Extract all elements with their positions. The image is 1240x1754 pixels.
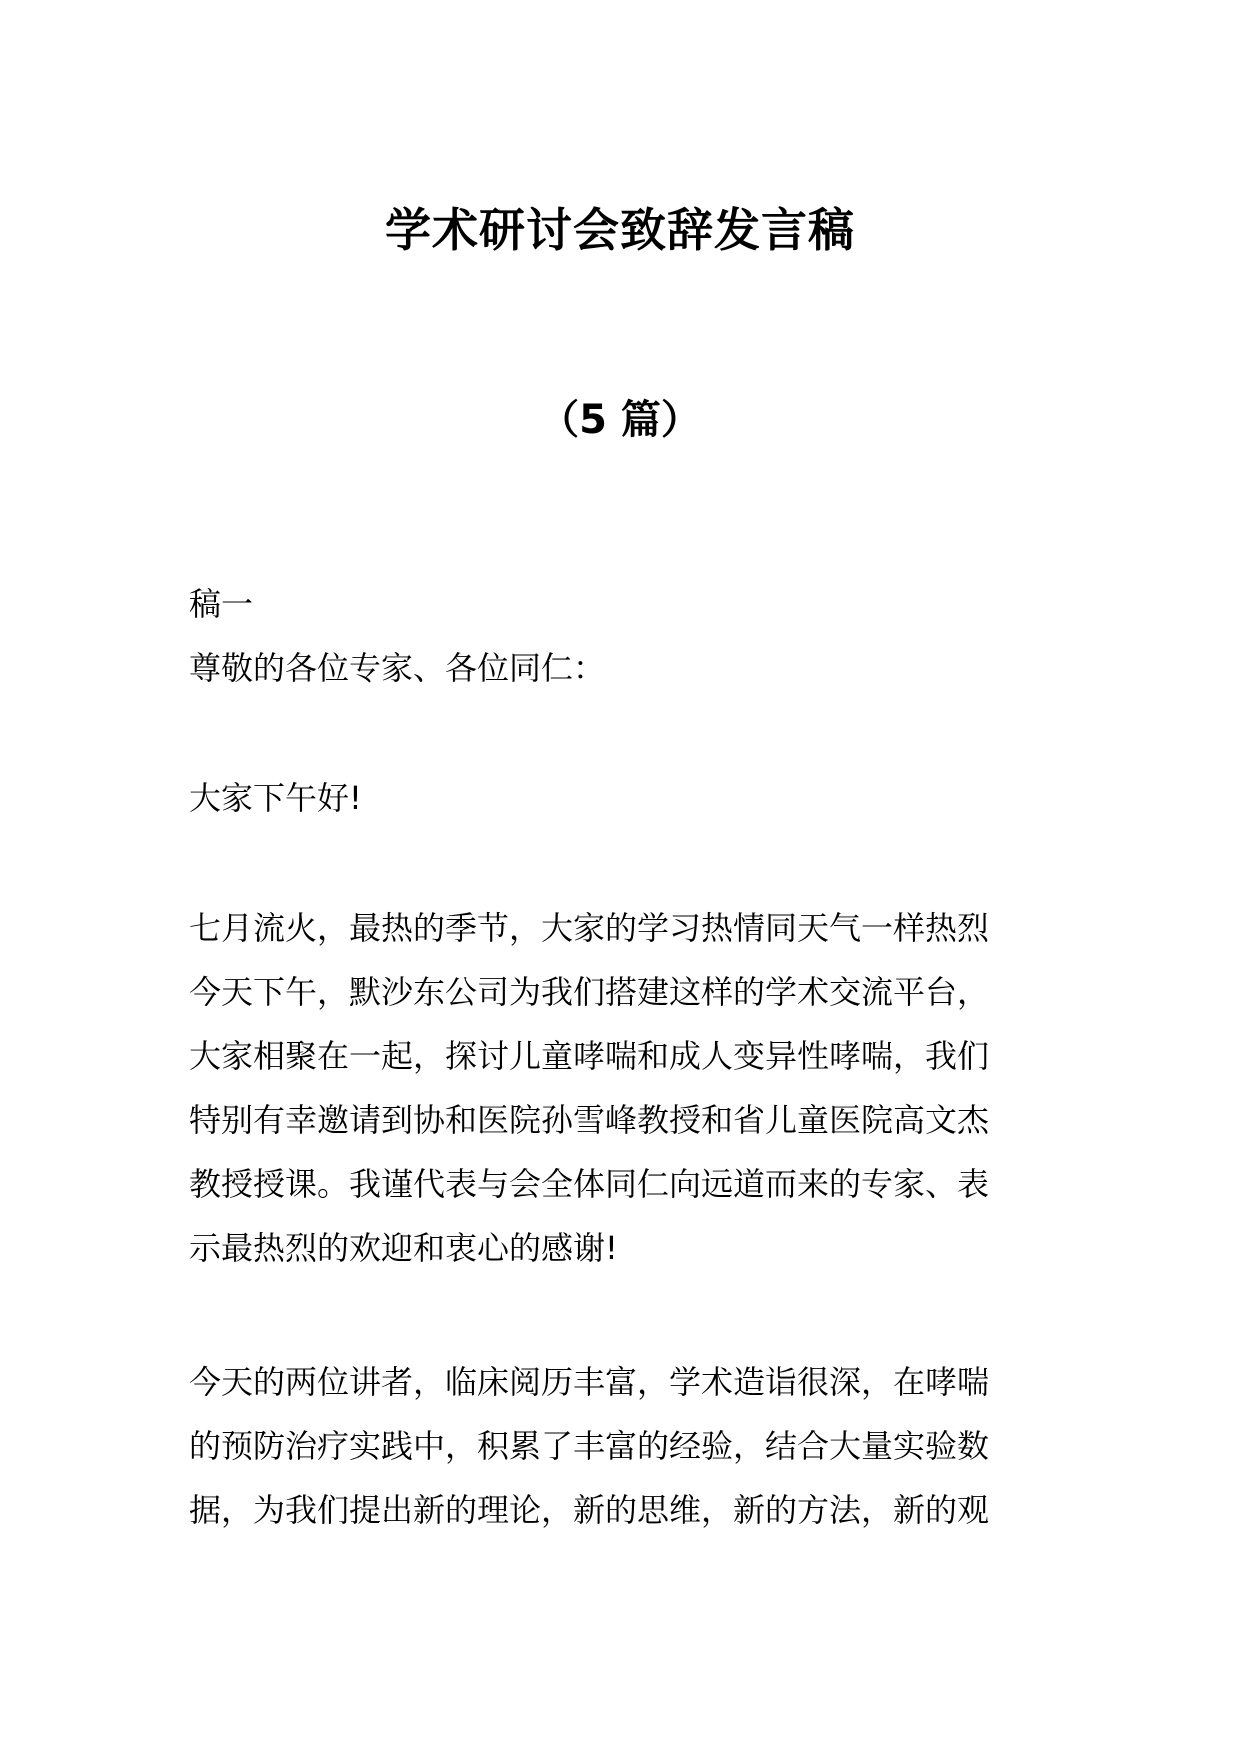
paragraph-line: 的预防治疗实践中，积累了丰富的经验，结合大量实验数	[189, 1427, 990, 1465]
salutation: 尊敬的各位专家、各位同仁：	[189, 649, 606, 687]
section-label: 稿一	[189, 585, 254, 623]
paragraph-2	[189, 1350, 1059, 1542]
document-subtitle: （5 篇）	[539, 397, 701, 443]
paragraph-line: 特别有幸邀请到协和医院孙雪峰教授和省儿童医院高文杰	[189, 1101, 990, 1139]
paragraph-line: 今天的两位讲者，临床阅历丰富，学术造诣很深，在哮喘	[189, 1363, 990, 1401]
greeting: 大家下午好!	[189, 779, 362, 817]
paragraph-line: 七月流火，最热的季节，大家的学习热情同天气一样热烈	[189, 909, 990, 947]
paragraph-line: 教授授课。我谨代表与会全体同仁向远道而来的专家、表	[189, 1165, 990, 1203]
paragraph-line: 大家相聚在一起，探讨儿童哮喘和成人变异性哮喘，我们	[189, 1037, 990, 1075]
paragraph-line: 据，为我们提出新的理论，新的思维，新的方法，新的观	[189, 1491, 990, 1529]
paragraph-1	[189, 896, 1059, 1280]
document-title: 学术研讨会致辞发言稿	[385, 203, 855, 257]
paragraph-line: 示最热烈的欢迎和衷心的感谢!	[189, 1229, 618, 1267]
paragraph-line: 今天下午，默沙东公司为我们搭建这样的学术交流平台，	[189, 973, 990, 1011]
